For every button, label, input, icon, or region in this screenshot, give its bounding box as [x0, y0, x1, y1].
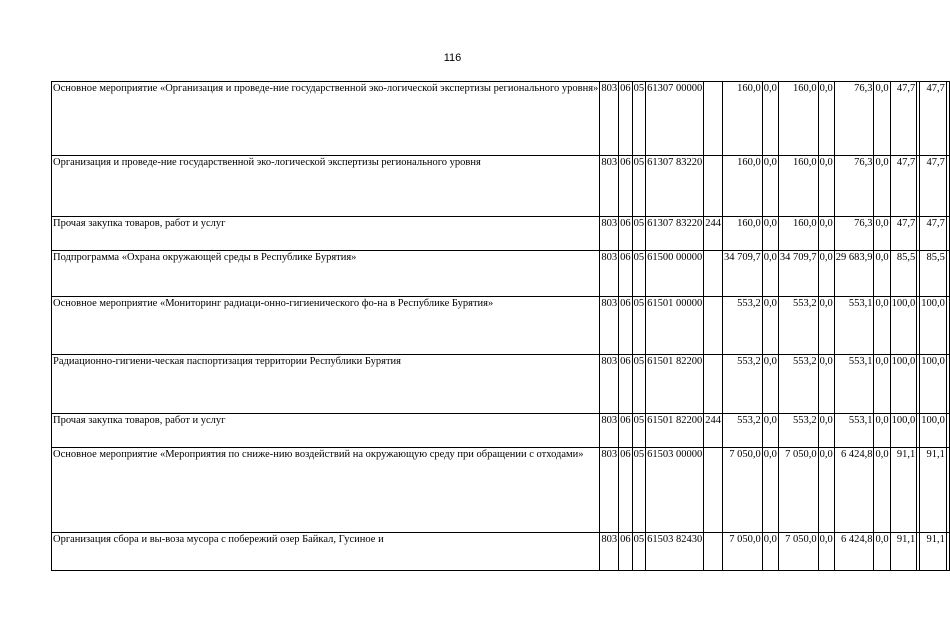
value-col-7: 91,1 — [890, 448, 917, 533]
subsection-code: 05 — [632, 414, 646, 448]
row-name: Основное мероприятие «Организация и проведе-ние государственной эко-логической экспертизы регионального уровня» — [52, 82, 600, 156]
value-col-6: 0,0 — [874, 82, 890, 156]
value-col-7: 100,0 — [890, 297, 917, 355]
section-code: 06 — [619, 355, 633, 414]
value-col-9: 91,1 — [920, 448, 947, 533]
row-name: Радиационно-гигиени-ческая паспортизация территории Республики Бурятия — [52, 355, 600, 414]
value-col-2: 0,0 — [762, 156, 778, 217]
table-row — [52, 297, 950, 355]
section-code: 06 — [619, 533, 633, 571]
value-col-9: 91,1 — [920, 533, 947, 571]
value-col-1: 7 050,0 — [722, 448, 762, 533]
value-col-7: 100,0 — [890, 355, 917, 414]
value-col-6: 0,0 — [874, 448, 890, 533]
grbs-code: 803 — [600, 533, 619, 571]
value-col-10 — [946, 82, 949, 156]
budget-table — [51, 81, 950, 571]
value-col-5: 76,3 — [834, 156, 874, 217]
value-col-6: 0,0 — [874, 156, 890, 217]
expense-type-code — [704, 355, 723, 414]
expense-type-code — [704, 82, 723, 156]
value-col-7: 47,7 — [890, 82, 917, 156]
grbs-code: 803 — [600, 448, 619, 533]
subsection-code: 05 — [632, 448, 646, 533]
grbs-code: 803 — [600, 82, 619, 156]
table-row — [52, 533, 950, 571]
expense-type-code — [704, 251, 723, 297]
table-row — [52, 217, 950, 251]
subsection-code: 05 — [632, 217, 646, 251]
value-col-2: 0,0 — [762, 251, 778, 297]
value-col-1: 7 050,0 — [722, 533, 762, 571]
table-row — [52, 82, 950, 156]
value-col-1: 160,0 — [722, 156, 762, 217]
value-col-1: 34 709,7 — [722, 251, 762, 297]
value-col-9: 47,7 — [920, 156, 947, 217]
value-col-5: 553,1 — [834, 297, 874, 355]
value-col-1: 553,2 — [722, 414, 762, 448]
target-article-code: 61307 00000 — [646, 82, 704, 156]
value-col-5: 76,3 — [834, 82, 874, 156]
expense-type-code — [704, 533, 723, 571]
target-article-code: 61307 83220 — [646, 217, 704, 251]
value-col-4: 0,0 — [818, 297, 834, 355]
value-col-3: 553,2 — [778, 414, 818, 448]
value-col-1: 553,2 — [722, 297, 762, 355]
grbs-code: 803 — [600, 297, 619, 355]
value-col-6: 0,0 — [874, 533, 890, 571]
value-col-4: 0,0 — [818, 156, 834, 217]
value-col-4: 0,0 — [818, 82, 834, 156]
grbs-code: 803 — [600, 355, 619, 414]
value-col-3: 34 709,7 — [778, 251, 818, 297]
value-col-2: 0,0 — [762, 217, 778, 251]
value-col-9: 100,0 — [920, 355, 947, 414]
target-article-code: 61501 00000 — [646, 297, 704, 355]
value-col-5: 76,3 — [834, 217, 874, 251]
section-code: 06 — [619, 156, 633, 217]
section-code: 06 — [619, 448, 633, 533]
value-col-9: 47,7 — [920, 217, 947, 251]
row-name: Организация сбора и вы-воза мусора с побережий озер Байкал, Гусиное и — [52, 533, 600, 571]
row-name: Прочая закупка товаров, работ и услуг — [52, 414, 600, 448]
value-col-6: 0,0 — [874, 297, 890, 355]
value-col-7: 100,0 — [890, 414, 917, 448]
row-name: Подпрограмма «Охрана окружающей среды в Республике Бурятия» — [52, 251, 600, 297]
value-col-10 — [946, 355, 949, 414]
value-col-10 — [946, 533, 949, 571]
value-col-1: 553,2 — [722, 355, 762, 414]
grbs-code: 803 — [600, 156, 619, 217]
table-row — [52, 156, 950, 217]
value-col-4: 0,0 — [818, 448, 834, 533]
value-col-3: 553,2 — [778, 355, 818, 414]
value-col-4: 0,0 — [818, 251, 834, 297]
subsection-code: 05 — [632, 355, 646, 414]
value-col-6: 0,0 — [874, 251, 890, 297]
value-col-9: 47,7 — [920, 82, 947, 156]
target-article-code: 61503 82430 — [646, 533, 704, 571]
value-col-2: 0,0 — [762, 448, 778, 533]
row-name: Основное мероприятие «Мероприятия по сниже-нию воздействий на окружающую среду при обращении с отходами» — [52, 448, 600, 533]
section-code: 06 — [619, 217, 633, 251]
expense-type-code: 244 — [704, 217, 723, 251]
value-col-9: 85,5 — [920, 251, 947, 297]
table-row — [52, 414, 950, 448]
value-col-2: 0,0 — [762, 414, 778, 448]
subsection-code: 05 — [632, 156, 646, 217]
value-col-10 — [946, 448, 949, 533]
value-col-7: 47,7 — [890, 156, 917, 217]
value-col-3: 553,2 — [778, 297, 818, 355]
value-col-3: 160,0 — [778, 156, 818, 217]
value-col-5: 6 424,8 — [834, 448, 874, 533]
target-article-code: 61503 00000 — [646, 448, 704, 533]
subsection-code: 05 — [632, 297, 646, 355]
section-code: 06 — [619, 297, 633, 355]
value-col-7: 91,1 — [890, 533, 917, 571]
value-col-6: 0,0 — [874, 217, 890, 251]
subsection-code: 05 — [632, 82, 646, 156]
grbs-code: 803 — [600, 414, 619, 448]
section-code: 06 — [619, 82, 633, 156]
subsection-code: 05 — [632, 533, 646, 571]
value-col-7: 85,5 — [890, 251, 917, 297]
value-col-1: 160,0 — [722, 217, 762, 251]
value-col-4: 0,0 — [818, 217, 834, 251]
value-col-5: 553,1 — [834, 414, 874, 448]
row-name: Основное мероприятие «Мониторинг радиаци-онно-гигиенического фо-на в Республике Бурятия» — [52, 297, 600, 355]
expense-type-code — [704, 156, 723, 217]
row-name: Прочая закупка товаров, работ и услуг — [52, 217, 600, 251]
value-col-10 — [946, 414, 949, 448]
section-code: 06 — [619, 251, 633, 297]
target-article-code: 61500 00000 — [646, 251, 704, 297]
target-article-code: 61501 82200 — [646, 355, 704, 414]
expense-type-code — [704, 297, 723, 355]
value-col-6: 0,0 — [874, 355, 890, 414]
value-col-10 — [946, 217, 949, 251]
value-col-5: 29 683,9 — [834, 251, 874, 297]
value-col-9: 100,0 — [920, 414, 947, 448]
value-col-4: 0,0 — [818, 355, 834, 414]
value-col-2: 0,0 — [762, 82, 778, 156]
page-number: 116 — [443, 52, 462, 64]
value-col-7: 47,7 — [890, 217, 917, 251]
table-row — [52, 355, 950, 414]
value-col-2: 0,0 — [762, 297, 778, 355]
value-col-3: 160,0 — [778, 217, 818, 251]
grbs-code: 803 — [600, 251, 619, 297]
value-col-10 — [946, 297, 949, 355]
section-code: 06 — [619, 414, 633, 448]
table-row — [52, 251, 950, 297]
table-row — [52, 448, 950, 533]
value-col-3: 7 050,0 — [778, 448, 818, 533]
value-col-10 — [946, 156, 949, 217]
grbs-code: 803 — [600, 217, 619, 251]
value-col-1: 160,0 — [722, 82, 762, 156]
value-col-3: 160,0 — [778, 82, 818, 156]
value-col-5: 6 424,8 — [834, 533, 874, 571]
expense-type-code: 244 — [704, 414, 723, 448]
expense-type-code — [704, 448, 723, 533]
value-col-3: 7 050,0 — [778, 533, 818, 571]
value-col-4: 0,0 — [818, 414, 834, 448]
value-col-9: 100,0 — [920, 297, 947, 355]
target-article-code: 61307 83220 — [646, 156, 704, 217]
value-col-2: 0,0 — [762, 355, 778, 414]
value-col-2: 0,0 — [762, 533, 778, 571]
row-name: Организация и проведе-ние государственной эко-логической экспертизы регионального уровня — [52, 156, 600, 217]
value-col-4: 0,0 — [818, 533, 834, 571]
value-col-10 — [946, 251, 949, 297]
target-article-code: 61501 82200 — [646, 414, 704, 448]
value-col-6: 0,0 — [874, 414, 890, 448]
value-col-5: 553,1 — [834, 355, 874, 414]
subsection-code: 05 — [632, 251, 646, 297]
